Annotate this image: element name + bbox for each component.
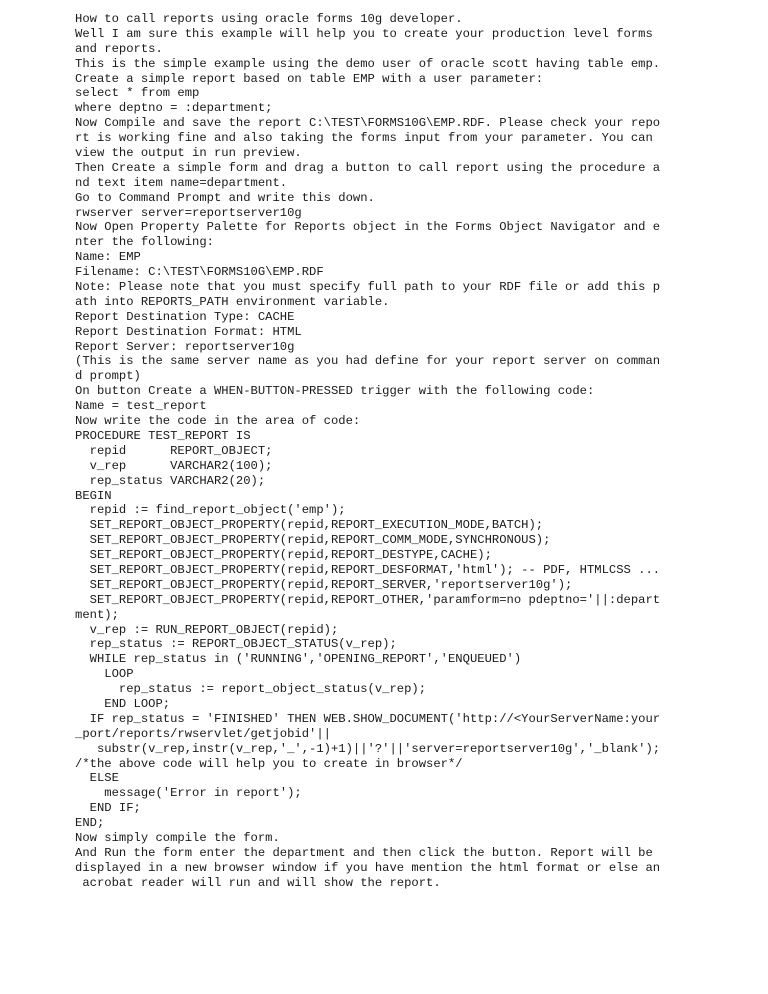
text-line: SET_REPORT_OBJECT_PROPERTY(repid,REPORT_OTHER,'paramform=no pdeptno='||:depart bbox=[75, 592, 661, 607]
text-line: END LOOP; bbox=[75, 696, 171, 711]
text-line: nter the following: bbox=[75, 235, 214, 250]
text-line: rep_status := report_object_status(v_rep); bbox=[75, 682, 427, 697]
text-line: ELSE bbox=[75, 771, 119, 786]
text-line: Go to Command Prompt and write this down. bbox=[75, 190, 375, 205]
text-line: v_rep := RUN_REPORT_OBJECT(repid); bbox=[75, 622, 339, 637]
text-line: This is the simple example using the demo user of oracle scott having table emp. bbox=[75, 56, 661, 71]
text-line: where deptno = :department; bbox=[75, 101, 273, 116]
text-line: Report Destination Type: CACHE bbox=[75, 309, 295, 324]
text-line: /*the above code will help you to create in browser*/ bbox=[75, 756, 463, 771]
text-line: nd text item name=department. bbox=[75, 175, 288, 190]
text-line: _port/reports/rwservlet/getjobid'|| bbox=[75, 726, 331, 741]
text-line: PROCEDURE TEST_REPORT IS bbox=[75, 428, 251, 443]
text-line: Then Create a simple form and drag a button to call report using the procedure a bbox=[75, 160, 661, 175]
text-line: WHILE rep_status in ('RUNNING','OPENING_REPORT','ENQUEUED') bbox=[75, 652, 522, 667]
text-line: d prompt) bbox=[75, 369, 141, 384]
text-line: SET_REPORT_OBJECT_PROPERTY(repid,REPORT_DESTYPE,CACHE); bbox=[75, 548, 492, 563]
text-line: Note: Please note that you must specify full path to your RDF file or add this p bbox=[75, 280, 661, 295]
text-line: v_rep VARCHAR2(100); bbox=[75, 458, 273, 473]
text-line: END; bbox=[75, 816, 105, 831]
text-line: substr(v_rep,instr(v_rep,'_',-1)+1)||'?'||'server=reportserver10g','_blank'); bbox=[75, 741, 661, 756]
text-line: Create a simple report based on table EMP with a user parameter: bbox=[75, 71, 544, 86]
text-line: and reports. bbox=[75, 41, 163, 56]
text-line: Now simply compile the form. bbox=[75, 830, 280, 845]
text-line: Now Compile and save the report C:\TEST\FORMS10G\EMP.RDF. Please check your repo bbox=[75, 116, 661, 131]
text-line: displayed in a new browser window if you have mention the html format or else an bbox=[75, 860, 661, 875]
text-line: (This is the same server name as you had define for your report server on comman bbox=[75, 354, 661, 369]
text-line: Report Server: reportserver10g bbox=[75, 339, 295, 354]
text-line: rep_status := REPORT_OBJECT_STATUS(v_rep); bbox=[75, 637, 397, 652]
text-line: repid REPORT_OBJECT; bbox=[75, 443, 273, 458]
text-line: SET_REPORT_OBJECT_PROPERTY(repid,REPORT_EXECUTION_MODE,BATCH); bbox=[75, 518, 544, 533]
text-line: SET_REPORT_OBJECT_PROPERTY(repid,REPORT_SERVER,'reportserver10g'); bbox=[75, 577, 573, 592]
text-line: BEGIN bbox=[75, 488, 112, 503]
text-line: ment); bbox=[75, 607, 119, 622]
text-line: Filename: C:\TEST\FORMS10G\EMP.RDF bbox=[75, 265, 324, 280]
text-line: acrobat reader will run and will show the report. bbox=[75, 875, 441, 890]
text-line: On button Create a WHEN-BUTTON-PRESSED trigger with the following code: bbox=[75, 384, 595, 399]
text-line: rt is working fine and also taking the forms input from your parameter. You can bbox=[75, 131, 653, 146]
text-line: How to call reports using oracle forms 10g developer. bbox=[75, 12, 463, 26]
text-line: END IF; bbox=[75, 801, 141, 816]
text-line: Name: EMP bbox=[75, 250, 141, 265]
text-line: SET_REPORT_OBJECT_PROPERTY(repid,REPORT_COMM_MODE,SYNCHRONOUS); bbox=[75, 533, 551, 548]
text-line: view the output in run preview. bbox=[75, 146, 302, 161]
text-line: And Run the form enter the department and then click the button. Report will be bbox=[75, 845, 653, 860]
text-line: Name = test_report bbox=[75, 399, 207, 414]
text-line: Now write the code in the area of code: bbox=[75, 414, 361, 429]
text-line: repid := find_report_object('emp'); bbox=[75, 503, 346, 518]
text-line: select * from emp bbox=[75, 86, 200, 101]
text-line: IF rep_status = 'FINISHED' THEN WEB.SHOW_DOCUMENT('http://<YourServerName:your bbox=[75, 711, 661, 726]
text-line: ath into REPORTS_PATH environment variable. bbox=[75, 294, 390, 309]
text-line: message('Error in report'); bbox=[75, 786, 302, 801]
text-line: rep_status VARCHAR2(20); bbox=[75, 473, 266, 488]
document-text bbox=[75, 12, 675, 891]
text-line: LOOP bbox=[75, 667, 134, 682]
text-line: Report Destination Format: HTML bbox=[75, 324, 302, 339]
text-line: Now Open Property Palette for Reports object in the Forms Object Navigator and e bbox=[75, 220, 661, 235]
text-line: SET_REPORT_OBJECT_PROPERTY(repid,REPORT_DESFORMAT,'html'); -- PDF, HTMLCSS ... bbox=[75, 562, 661, 577]
text-line: rwserver server=reportserver10g bbox=[75, 205, 302, 220]
text-line: Well I am sure this example will help you to create your production level forms bbox=[75, 26, 653, 41]
